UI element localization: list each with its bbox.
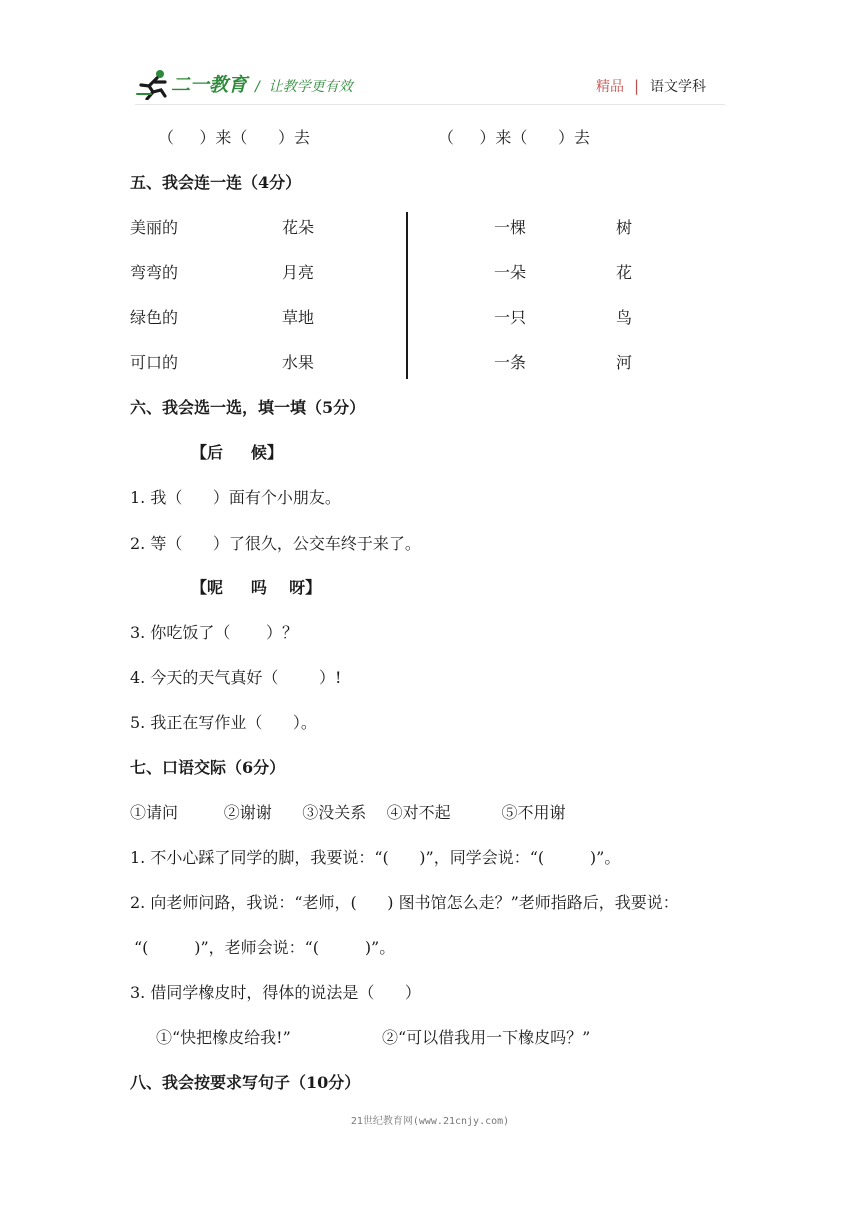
choice-set-a: 【后 候】 <box>191 443 283 462</box>
match-measure-1: 一棵 <box>494 218 527 237</box>
match-adj-2: 弯弯的 <box>130 263 179 282</box>
runner-logo-icon <box>135 68 173 100</box>
match-divider <box>406 212 408 379</box>
section-6-title: 六、我会选一选，填一填（5分） <box>130 398 366 417</box>
match-measure-3: 一只 <box>494 308 527 327</box>
match-adj-1: 美丽的 <box>130 218 179 237</box>
answer-option-2: ②“可以借我用一下橡皮吗？” <box>382 1028 591 1047</box>
question-7-3: 3. 借同学橡皮时，得体的说法是（ ） <box>130 983 421 1002</box>
question-6-4: 4. 今天的天气真好（ ）! <box>130 668 342 687</box>
come-go-blank-2: （ ）来（ ）去 <box>438 128 590 147</box>
question-6-5: 5. 我正在写作业（ ）。 <box>130 713 317 732</box>
question-7-2: 2. 向老师问路，我说：“老师，( ) 图书馆怎么走？”老师指路后，我要说： <box>130 893 679 912</box>
quality-tag: 精品 <box>596 79 624 95</box>
question-7-1: 1. 不小心踩了同学的脚，我要说：“( )”，同学会说：“( )”。 <box>130 848 621 867</box>
header-divider <box>135 104 725 105</box>
match-object-3: 鸟 <box>616 308 633 327</box>
question-6-1: 1. 我（ ）面有个小朋友。 <box>130 488 341 507</box>
choice-set-b: 【呢 吗 呀】 <box>191 578 322 597</box>
phrase-options: ①请问 ②谢谢 ③没关系 ④对不起 ⑤不用谢 <box>130 803 566 822</box>
match-adj-3: 绿色的 <box>130 308 179 327</box>
match-measure-4: 一条 <box>494 353 527 372</box>
section-8-title: 八、我会按要求写句子（10分） <box>130 1073 361 1092</box>
subject-label: 语文学科 <box>650 79 706 95</box>
match-object-2: 花 <box>616 263 633 282</box>
match-noun-2: 月亮 <box>282 263 315 282</box>
match-noun-1: 花朵 <box>282 218 315 237</box>
page-footer: 21世纪教育网(www.21cnjy.com) <box>350 1116 510 1127</box>
match-adj-4: 可口的 <box>130 353 179 372</box>
match-noun-4: 水果 <box>282 353 315 372</box>
section-7-title: 七、口语交际（6分） <box>130 758 286 777</box>
header-separator: | <box>634 77 640 95</box>
match-object-4: 河 <box>616 353 633 372</box>
question-6-2: 2. 等（ ）了很久，公交车终于来了。 <box>130 534 421 553</box>
header-slogan: / 让教学更有效 <box>255 79 353 95</box>
logo-text: 二一教育 <box>171 74 248 96</box>
match-noun-3: 草地 <box>282 308 315 327</box>
match-object-1: 树 <box>616 218 633 237</box>
match-measure-2: 一朵 <box>494 263 527 282</box>
come-go-blank-1: （ ）来（ ）去 <box>158 128 310 147</box>
question-7-2-cont: “( )”，老师会说：“( )”。 <box>134 938 396 957</box>
section-5-title: 五、我会连一连（4分） <box>130 173 302 192</box>
question-6-3: 3. 你吃饭了（ ）？ <box>130 623 298 642</box>
answer-option-1: ①“快把橡皮给我!” <box>156 1028 291 1047</box>
